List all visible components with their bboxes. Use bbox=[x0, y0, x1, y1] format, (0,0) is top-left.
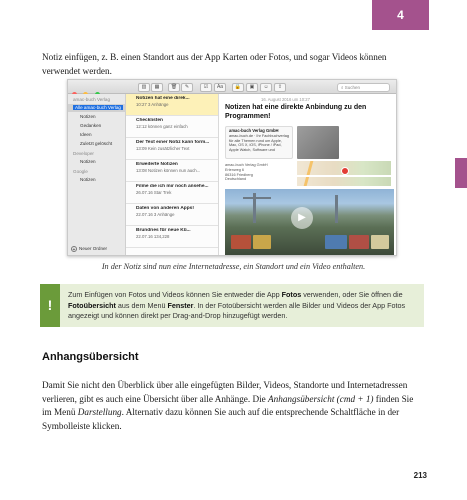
tip-bold: Fenster bbox=[167, 300, 194, 310]
checklist-icon[interactable]: ☑ bbox=[200, 83, 212, 92]
play-icon[interactable]: ▶ bbox=[291, 207, 313, 229]
window-toolbar bbox=[68, 80, 396, 94]
sidebar-group-amac: amac-buch Verlag bbox=[73, 97, 111, 102]
tip-text bbox=[68, 290, 418, 322]
section-heading: Anhangsübersicht bbox=[42, 351, 139, 363]
body-paragraph bbox=[42, 379, 424, 433]
tip-box bbox=[40, 284, 424, 327]
tip-segment: aus dem Menü bbox=[115, 300, 168, 310]
intro-paragraph: Notiz einfügen, z. B. einen Standort aus der App Karten oder Fotos, und sogar Videos können verwendet werden. bbox=[42, 52, 387, 76]
note-date: 16. August 2016 um 10:27 bbox=[261, 97, 310, 102]
video-attachment[interactable] bbox=[225, 189, 394, 255]
body-segment: . Alternativ dazu können Sie auch auf die entsprechende Schaltfläche in der Symbolleiste klicken. bbox=[42, 407, 400, 431]
new-note-icon[interactable]: ✎ bbox=[181, 83, 193, 92]
link-card-title: amac-buch Verlag GmbH bbox=[229, 128, 279, 133]
notes-app-screenshot bbox=[67, 79, 397, 256]
tip-bold: Fotos bbox=[281, 290, 302, 299]
map-pin-icon bbox=[341, 167, 349, 175]
address-line: Erlenweg 6 bbox=[225, 167, 244, 172]
note-title: Erweiterte Notizen bbox=[136, 162, 178, 167]
body-italic: Anhangsübersicht (cmd + 1) bbox=[268, 393, 374, 404]
address-line: amac-buch Verlag GmbH bbox=[225, 163, 268, 167]
video-crane-arm bbox=[243, 197, 271, 199]
search-placeholder: Suchen bbox=[344, 85, 361, 90]
new-folder-label: Neuer Ordner bbox=[79, 246, 108, 252]
link-preview-card[interactable] bbox=[225, 126, 293, 159]
sidebar-item-developer-notizen[interactable]: Notizen bbox=[80, 159, 96, 164]
map-road bbox=[304, 161, 314, 186]
folder-sidebar bbox=[68, 94, 126, 255]
body-segment: finden Sie im Menü bbox=[42, 393, 414, 417]
add-people-icon[interactable]: ☺ bbox=[260, 83, 272, 92]
body-italic: Darstellung bbox=[77, 407, 122, 417]
note-meta: 12:12 können ganz einfach bbox=[136, 124, 188, 129]
note-title: Filme die ich mir noch ansehe... bbox=[136, 184, 209, 189]
page-number: 213 bbox=[413, 471, 427, 480]
note-title: Brundries für neue Kü... bbox=[136, 228, 191, 233]
exclamation-icon: ! bbox=[40, 284, 60, 327]
sidebar-item-all[interactable] bbox=[68, 104, 130, 112]
note-meta: 26.07.16 Star Trek bbox=[136, 190, 172, 195]
note-heading: Notizen hat eine direkte Anbindung zu den Programmen! bbox=[225, 104, 367, 120]
link-thumbnail-image bbox=[297, 126, 339, 159]
note-title: Notizen hat eine direk... bbox=[136, 96, 190, 101]
sidebar-item-gedanken[interactable]: Gedanken bbox=[80, 123, 102, 128]
list-item[interactable] bbox=[126, 204, 218, 226]
new-folder-button[interactable] bbox=[71, 246, 107, 252]
note-meta: 13:08 Notizen können nun auch... bbox=[136, 168, 201, 173]
sidebar-item-ideen[interactable]: Ideen bbox=[80, 132, 92, 137]
address-line: 86316 Friedberg bbox=[225, 172, 253, 177]
sidebar-item-recently-deleted[interactable]: Zuletzt gelöscht bbox=[80, 141, 113, 146]
note-editor[interactable] bbox=[219, 94, 396, 255]
video-container bbox=[371, 235, 389, 249]
trash-icon[interactable]: 🗑 bbox=[168, 83, 180, 92]
note-meta: 22.07.16 3 Anhänge bbox=[136, 212, 175, 217]
lock-icon[interactable]: 🔒 bbox=[232, 83, 244, 92]
list-item[interactable] bbox=[126, 94, 218, 116]
video-crane bbox=[335, 195, 338, 223]
list-item[interactable] bbox=[126, 160, 218, 182]
attachments-icon[interactable]: ▦ bbox=[151, 83, 163, 92]
list-item[interactable] bbox=[126, 116, 218, 138]
note-meta: 22.07.16 134,228 bbox=[136, 234, 170, 239]
sidebar-group-google: Google bbox=[73, 169, 88, 174]
sidebar-group-developer: Developer bbox=[73, 151, 94, 156]
list-item[interactable] bbox=[126, 226, 218, 248]
sidebar-item-label: Alle amac-buch Verlag bbox=[75, 105, 121, 110]
video-container bbox=[231, 235, 251, 249]
note-meta: 10:27 3 Anhänge bbox=[136, 102, 169, 107]
list-item[interactable] bbox=[126, 182, 218, 204]
list-item[interactable] bbox=[126, 138, 218, 160]
chapter-tab: 4 bbox=[372, 0, 429, 30]
note-meta: 13:09 Kein zusätzlicher Text bbox=[136, 146, 190, 151]
link-card-text: amac-buch.de · Ihr Fachbuchverlag für alle Themen rund um Apple, Mac, OS X, iOS, iPhone / iPad, Apple Watch, Software und bbox=[229, 133, 289, 153]
note-title: Checklisten bbox=[136, 118, 163, 123]
sidebar-toggle-icon[interactable]: ▥ bbox=[138, 83, 150, 92]
sidebar-item-notizen[interactable]: Notizen bbox=[80, 114, 96, 119]
map-road bbox=[297, 175, 391, 177]
body-segment: Damit Sie nicht den Überblick über alle eingefügten Bilder, Videos, Standorte und Internetadressen verlieren, gibt es auch eine Übersicht über alle Anhänge. Die bbox=[42, 380, 408, 404]
video-container bbox=[253, 235, 271, 249]
format-button[interactable]: Aa bbox=[214, 83, 226, 92]
note-list bbox=[126, 94, 219, 255]
plus-icon: + bbox=[72, 247, 76, 253]
photo-icon[interactable]: ▣ bbox=[246, 83, 258, 92]
search-input[interactable]: ⌕ Suchen bbox=[337, 83, 390, 92]
sidebar-item-google-notizen[interactable]: Notizen bbox=[80, 177, 96, 182]
note-title: Der Text einer Notiz kann form... bbox=[136, 140, 210, 145]
tip-segment: . In der Fotoübersicht werden alle Bilder und Videos der App Fotos angezeigt und können direkt per Drag-and-Drop hinzugefügt werden. bbox=[68, 300, 406, 320]
tip-bold: Fotoübersicht bbox=[68, 300, 116, 310]
video-container bbox=[325, 235, 347, 249]
figure-caption: In der Notiz sind nun eine Internetadresse, ein Standort und ein Video enthalten. bbox=[101, 262, 366, 271]
location-map[interactable] bbox=[297, 161, 391, 186]
chapter-side-marker bbox=[455, 158, 467, 188]
share-icon[interactable]: ⇪ bbox=[274, 83, 286, 92]
location-address bbox=[225, 163, 268, 182]
address-line: Deutschland bbox=[225, 177, 247, 182]
video-container bbox=[349, 235, 369, 249]
note-title: Daten von anderen Apps! bbox=[136, 206, 194, 211]
tip-segment: verwenden, oder Sie öffnen die bbox=[301, 290, 403, 299]
tip-segment: Zum Einfügen von Fotos und Videos können Sie entweder die App bbox=[68, 290, 282, 299]
